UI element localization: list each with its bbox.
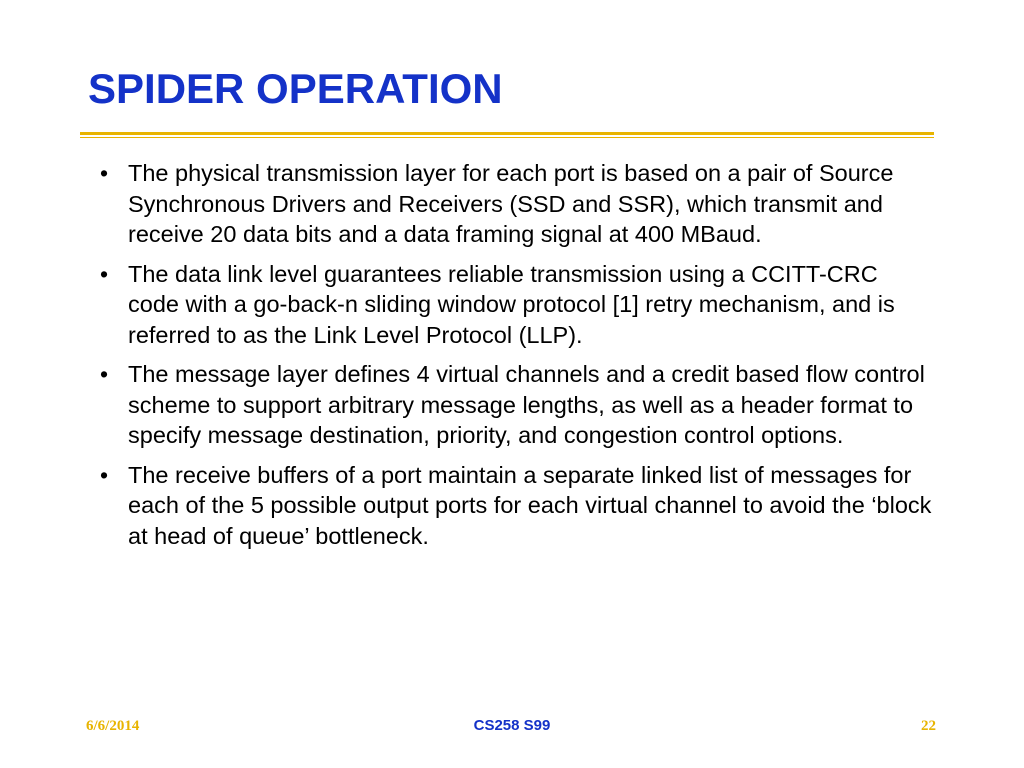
bullet-text: The receive buffers of a port maintain a separate linked list of messages for each of the 5 possible output ports for each virtual channel to avoid the ‘block at head of queue’ bottleneck. [128,461,932,549]
bullet-icon: • [100,361,109,387]
slide-title: SPIDER OPERATION [88,65,503,112]
bullet-list [0,158,1024,560]
footer-date: 6/6/2014 [86,718,140,734]
bullet-item [0,460,1024,552]
bullet-text: The data link level guarantees reliable transmission using a CCITT-CRC code with a go-back-n sliding window protocol [1] retry mechanism, and is referred to as the Link Level Protocol (LLP). [128,260,895,348]
bullet-icon: • [100,160,109,186]
bullet-item [0,359,1024,451]
title-underline-thin [80,137,934,138]
bullet-item [0,158,1024,250]
footer-page-number: 22 [921,718,936,734]
bullet-item [0,259,1024,351]
bullet-text: The physical transmission layer for each port is based on a pair of Source Synchronous Drivers and Receivers (SSD and SSR), which transmit and receive 20 data bits and a data framing signal at 400 MBaud. [128,160,894,247]
bullet-icon: • [100,461,109,488]
title-underline [80,132,934,135]
bullet-text: The message layer defines 4 virtual channels and a credit based flow control scheme to support arbitrary message lengths, as well as a header format to specify message destination, priority, and congestion control options. [128,361,925,448]
footer-course-label: CS258 S99 [473,717,551,734]
bullet-icon: • [100,260,109,287]
